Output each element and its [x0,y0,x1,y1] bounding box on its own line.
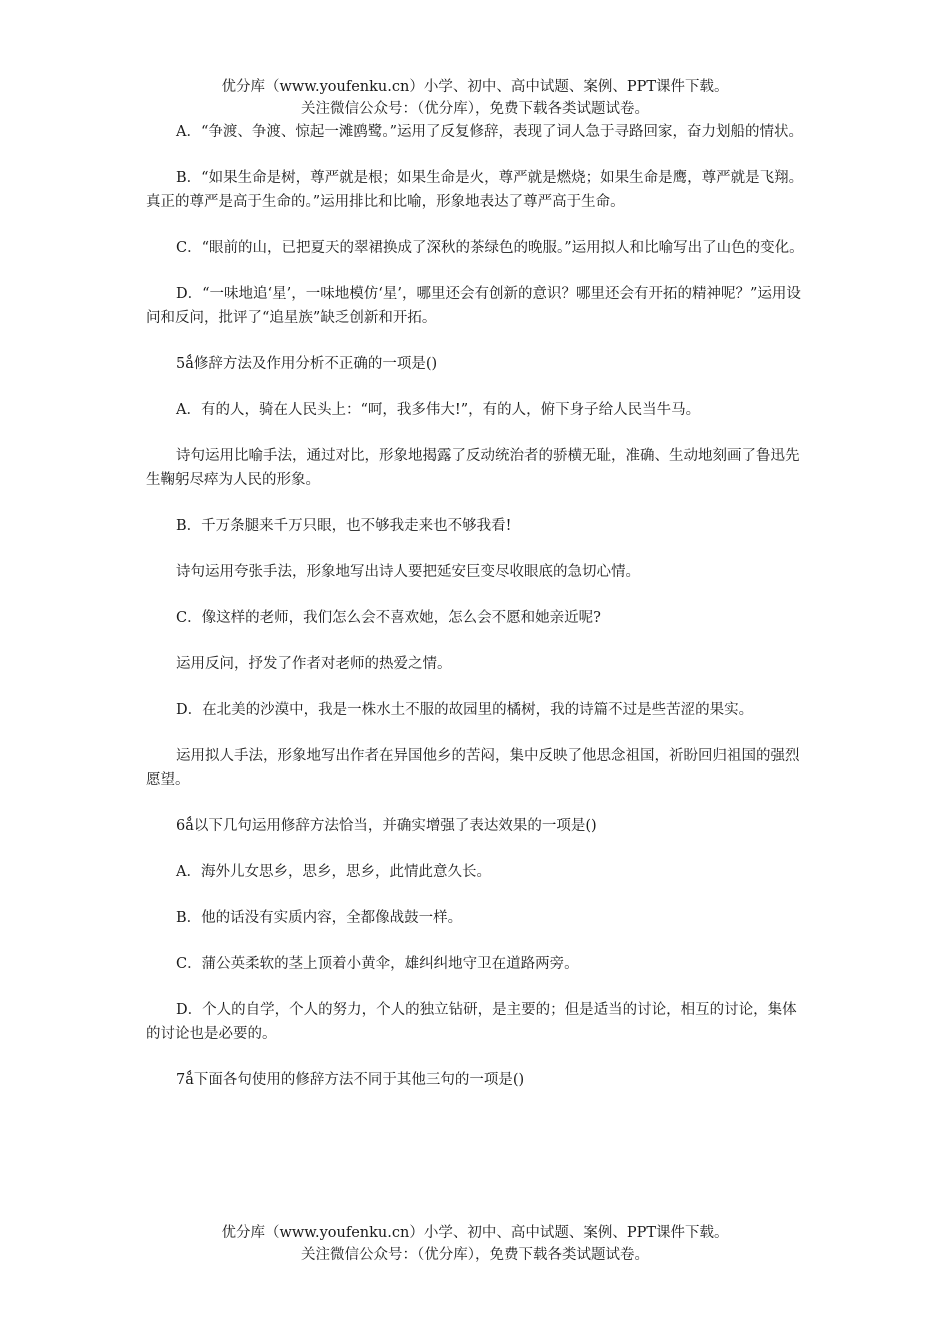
option-4a: A．“争渡、争渡、惊起一滩鸥鹭。”运用了反复修辞，表现了词人急于寻路回家，奋力划船的情状。 [176,124,804,140]
option-6b: B．他的话没有实质内容，全都像战鼓一样。 [176,910,463,926]
question-6: 6ǻ以下几句运用修辞方法恰当，并确实增强了表达效果的一项是() [176,818,597,834]
option-5d-note: 运用拟人手法，形象地写出作者在异国他乡的苦闷，集中反映了他思念祖国，祈盼回归祖国的强烈愿望。 [146,748,800,788]
option-5b-note: 诗句运用夸张手法，形象地写出诗人要把延安巨变尽收眼底的急切心情。 [176,564,640,580]
option-5c: C．像这样的老师，我们怎么会不喜欢她，怎么会不愿和她亲近呢? [176,610,601,626]
header-line-2: 关注微信公众号：（优分库），免费下载各类试题试卷。 [301,101,649,117]
footer-line-2: 关注微信公众号：（优分库），免费下载各类试题试卷。 [301,1247,649,1263]
option-5c-note: 运用反问，抒发了作者对老师的热爱之情。 [176,656,452,672]
page-header [0,76,950,120]
option-4d: D．“一味地追‘星’，一味地模仿‘星’，哪里还会有创新的意识？哪里还会有开拓的精神呢？”运用设问和反问，批评了“追星族”缺乏创新和开拓。 [146,286,801,326]
question-7: 7ǻ下面各句使用的修辞方法不同于其他三句的一项是() [176,1072,525,1088]
header-line-1: 优分库（www.youfenku.cn）小学、初中、高中试题、案例、PPT课件下载。 [221,79,729,95]
option-4b: B．“如果生命是树，尊严就是根；如果生命是火，尊严就是燃烧；如果生命是鹰，尊严就是飞翔。真正的尊严是高于生命的。”运用排比和比喻，形象地表达了尊严高于生命。 [146,170,804,210]
option-4c: C．“眼前的山，已把夏天的翠裙换成了深秋的茶绿色的晚服。”运用拟人和比喻写出了山色的变化。 [176,240,804,256]
document-body [146,120,806,1114]
page-footer [0,1222,950,1266]
option-6c: C．蒲公英柔软的茎上顶着小黄伞，雄纠纠地守卫在道路两旁。 [176,956,579,972]
option-5a-note: 诗句运用比喻手法，通过对比，形象地揭露了反动统治者的骄横无耻，准确、生动地刻画了鲁迅先生鞠躬尽瘁为人民的形象。 [146,448,800,488]
option-6d: D．个人的自学，个人的努力，个人的独立钻研，是主要的；但是适当的讨论，相互的讨论，集体的讨论也是必要的。 [146,1002,797,1042]
option-6a: A．海外儿女思乡，思乡，思乡，此情此意久长。 [176,864,491,880]
option-5b: B．千万条腿来千万只眼，也不够我走来也不够我看! [176,518,512,534]
option-5d: D．在北美的沙漠中，我是一株水土不服的故园里的橘树，我的诗篇不过是些苦涩的果实。 [176,702,754,718]
option-5a: A．有的人，骑在人民头上：“呵，我多伟大!”，有的人，俯下身子给人民当牛马。 [176,402,701,418]
footer-line-1: 优分库（www.youfenku.cn）小学、初中、高中试题、案例、PPT课件下载。 [221,1225,729,1241]
question-5: 5ǻ修辞方法及作用分析不正确的一项是() [176,356,438,372]
